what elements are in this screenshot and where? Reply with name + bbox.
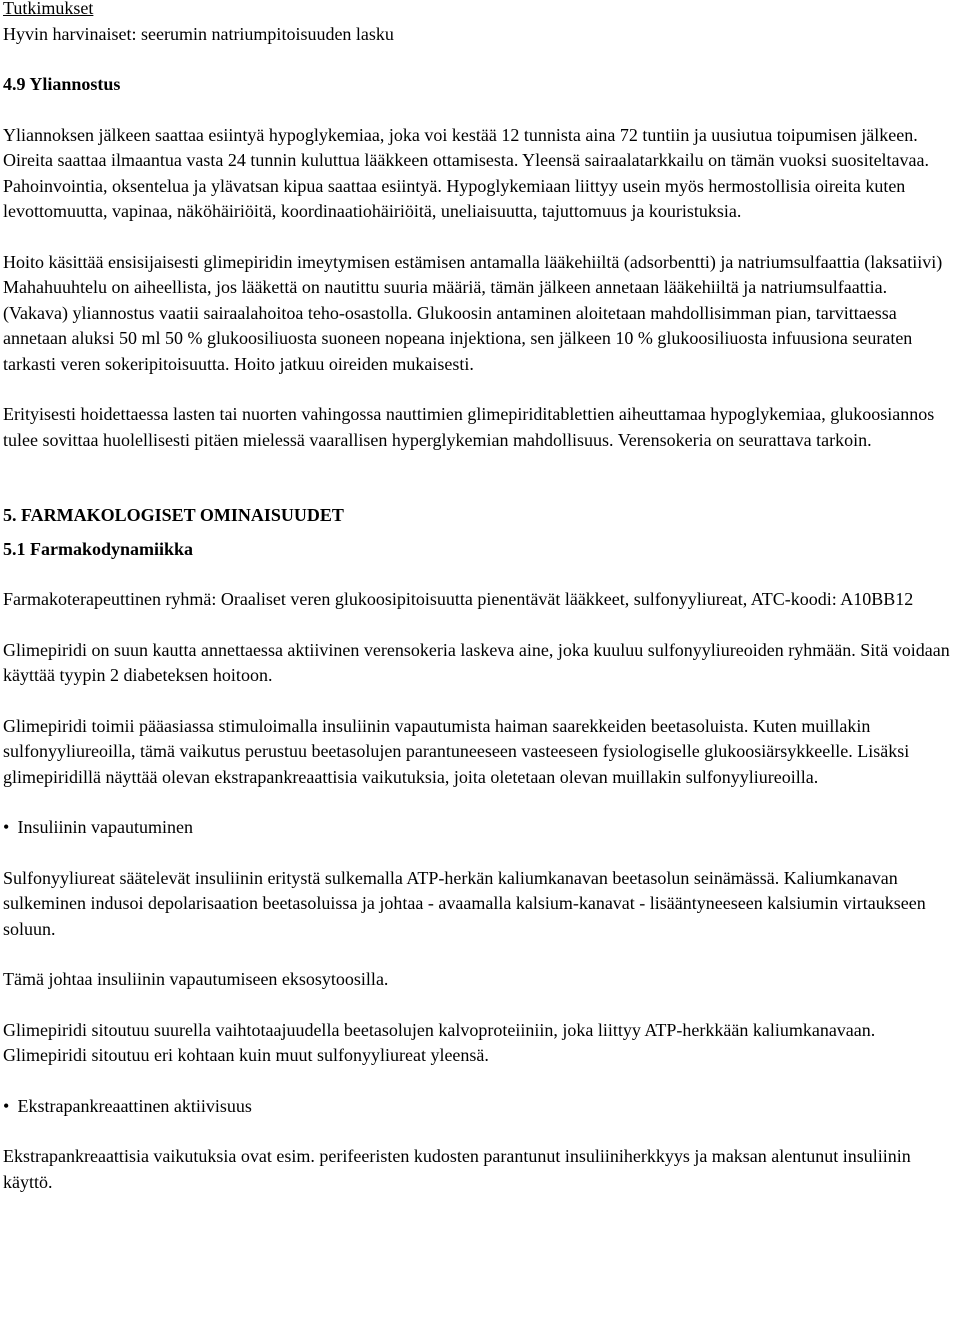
bullet-extrapancreatic — [3, 1094, 953, 1120]
section-5-1-para2: Glimepiridi on suun kautta annettaessa aktiivinen verensokeria laskeva aine, joka kuuluu sulfonyyliureoiden ryhmään. Sitä voidaan käyttää tyypin 2 diabeteksen hoitoon. — [3, 639, 950, 685]
document-page — [3, 0, 953, 1195]
section-5-1-para3: Glimepiridi toimii pääasiassa stimuloimalla insuliinin vapautumista haiman saarekkeiden beetasoluista. Kuten muillakin sulfonyyliureoilla, tämä vaikutus perustuu beetasolujen parantuneeseen vasteeseen fysiologiselle glukoosiärsykkeelle. Lisäksi glimepiridillä näyttää olevan ekstrapankreaattisia vaikutuksia, joita oletetaan olevan muillakin sulfonyyliureoilla. — [3, 715, 910, 787]
section-5-1-para4: Sulfonyyliureat säätelevät insuliinin eritystä sulkemalla ATP-herkän kaliumkanavan beetasolun seinämässä. Kaliumkanavan sulkeminen indusoi depolarisaation beetasoluissa ja johtaa - avaamalla kalsium-kanavat - lisääntyneeseen kalsiumin virtaukseen soluun. — [3, 867, 926, 939]
section-4-9-para3: Erityisesti hoidettaessa lasten tai nuorten vahingossa nauttimien glimepiriditablettien aiheuttamaa hypoglykemiaa, glukoosiannos tulee sovittaa huolellisesti pitäen mielessä vaarallisen hyperglykemian mahdollisuus. Verensokeria on seurattava tarkoin. — [3, 404, 935, 450]
frequency-label: Tutkimukset — [3, 0, 94, 18]
bullet-icon: • — [3, 817, 10, 837]
section-5-1-para7: Ekstrapankreaattisia vaikutuksia ovat esim. perifeeristen kudosten parantunut insuliiniherkkyys ja maksan alentunut insuliinin käyttö. — [3, 1146, 911, 1192]
section-5-1-para5: Tämä johtaa insuliinin vapautumiseen eksosytoosilla. — [3, 969, 389, 989]
bullet-extrapancreatic-label: Ekstrapankreaattinen aktiivisuus — [17, 1095, 252, 1116]
bullet-insulin-release-label: Insuliinin vapautuminen — [17, 817, 193, 837]
section-5-1-heading: 5.1 Farmakodynamiikka — [3, 538, 194, 559]
section-4-9-para2: Hoito käsittää ensisijaisesti glimepiridin imeytymisen estämisen antamalla lääkehiiltä (adsorbentti) ja natriumsulfaattia (laksatiivi) Mahahuuhtelu on aiheellista, jos lääkettä on nautittu suuria määriä, tämän jälkeen annetaan lääkehiiltä ja natriumsulfaattia. (Vakava) yliannostus vaatii sairaalahoitoa teho-osastolla. Glukoosin antaminen aloitetaan mahdollisimman pian, tarvittaessa annetaan aluksi 50 ml 50 % glukoosiliuosta suoneen nopeana injektiona, sen jälkeen 10 % glukoosiliuosta infuusiona seuraten tarkasti veren sokeripitoisuutta. Hoito jatkuu oireiden mukaisesti. — [3, 251, 943, 374]
bullet-insulin-release — [3, 815, 953, 841]
section-4-9-para1: Yliannoksen jälkeen saattaa esiintyä hypoglykemiaa, joka voi kestää 12 tunnista aina 72 tuntiin ja uusiutua toipumisen jälkeen. Oireita saattaa ilmaantua vasta 24 tunnin kuluttua lääkkeen ottamisesta. Yleensä sairaalatarkkailu on tämän vuoksi suositeltavaa. Pahoinvointia, oksentelua ja ylävatsan kipua saattaa esiintyä. Hypoglykemiaan liittyy usein myös hermostollisia oireita kuten levottomuutta, vapinaa, näköhäiriöitä, koordinaatiohäiriöitä, uneliaisuutta, tajuttomuus ja kouristuksia. — [3, 124, 930, 221]
section-4-9-heading: 4.9 Yliannostus — [3, 74, 121, 94]
section-5-heading: 5. FARMAKOLOGISET OMINAISUUDET — [3, 505, 344, 525]
section-5-1-para6: Glimepiridi sitoutuu suurella vaihtotaajuudella beetasolujen kalvoproteiiniin, joka liittyy ATP-herkkään kaliumkanavaan. Glimepiridi sitoutuu eri kohtaan kuin muut sulfonyyliureat yleensä. — [3, 1019, 876, 1065]
section-5-1-para1: Farmakoterapeuttinen ryhmä: Oraaliset veren glukoosipitoisuutta pienentävät lääkkeet, sulfonyyliureat, ATC-koodi: A10BB12 — [3, 589, 914, 609]
frequency-text: Hyvin harvinaiset: seerumin natriumpitoisuuden lasku — [3, 23, 394, 44]
bullet-icon: • — [3, 1095, 10, 1116]
